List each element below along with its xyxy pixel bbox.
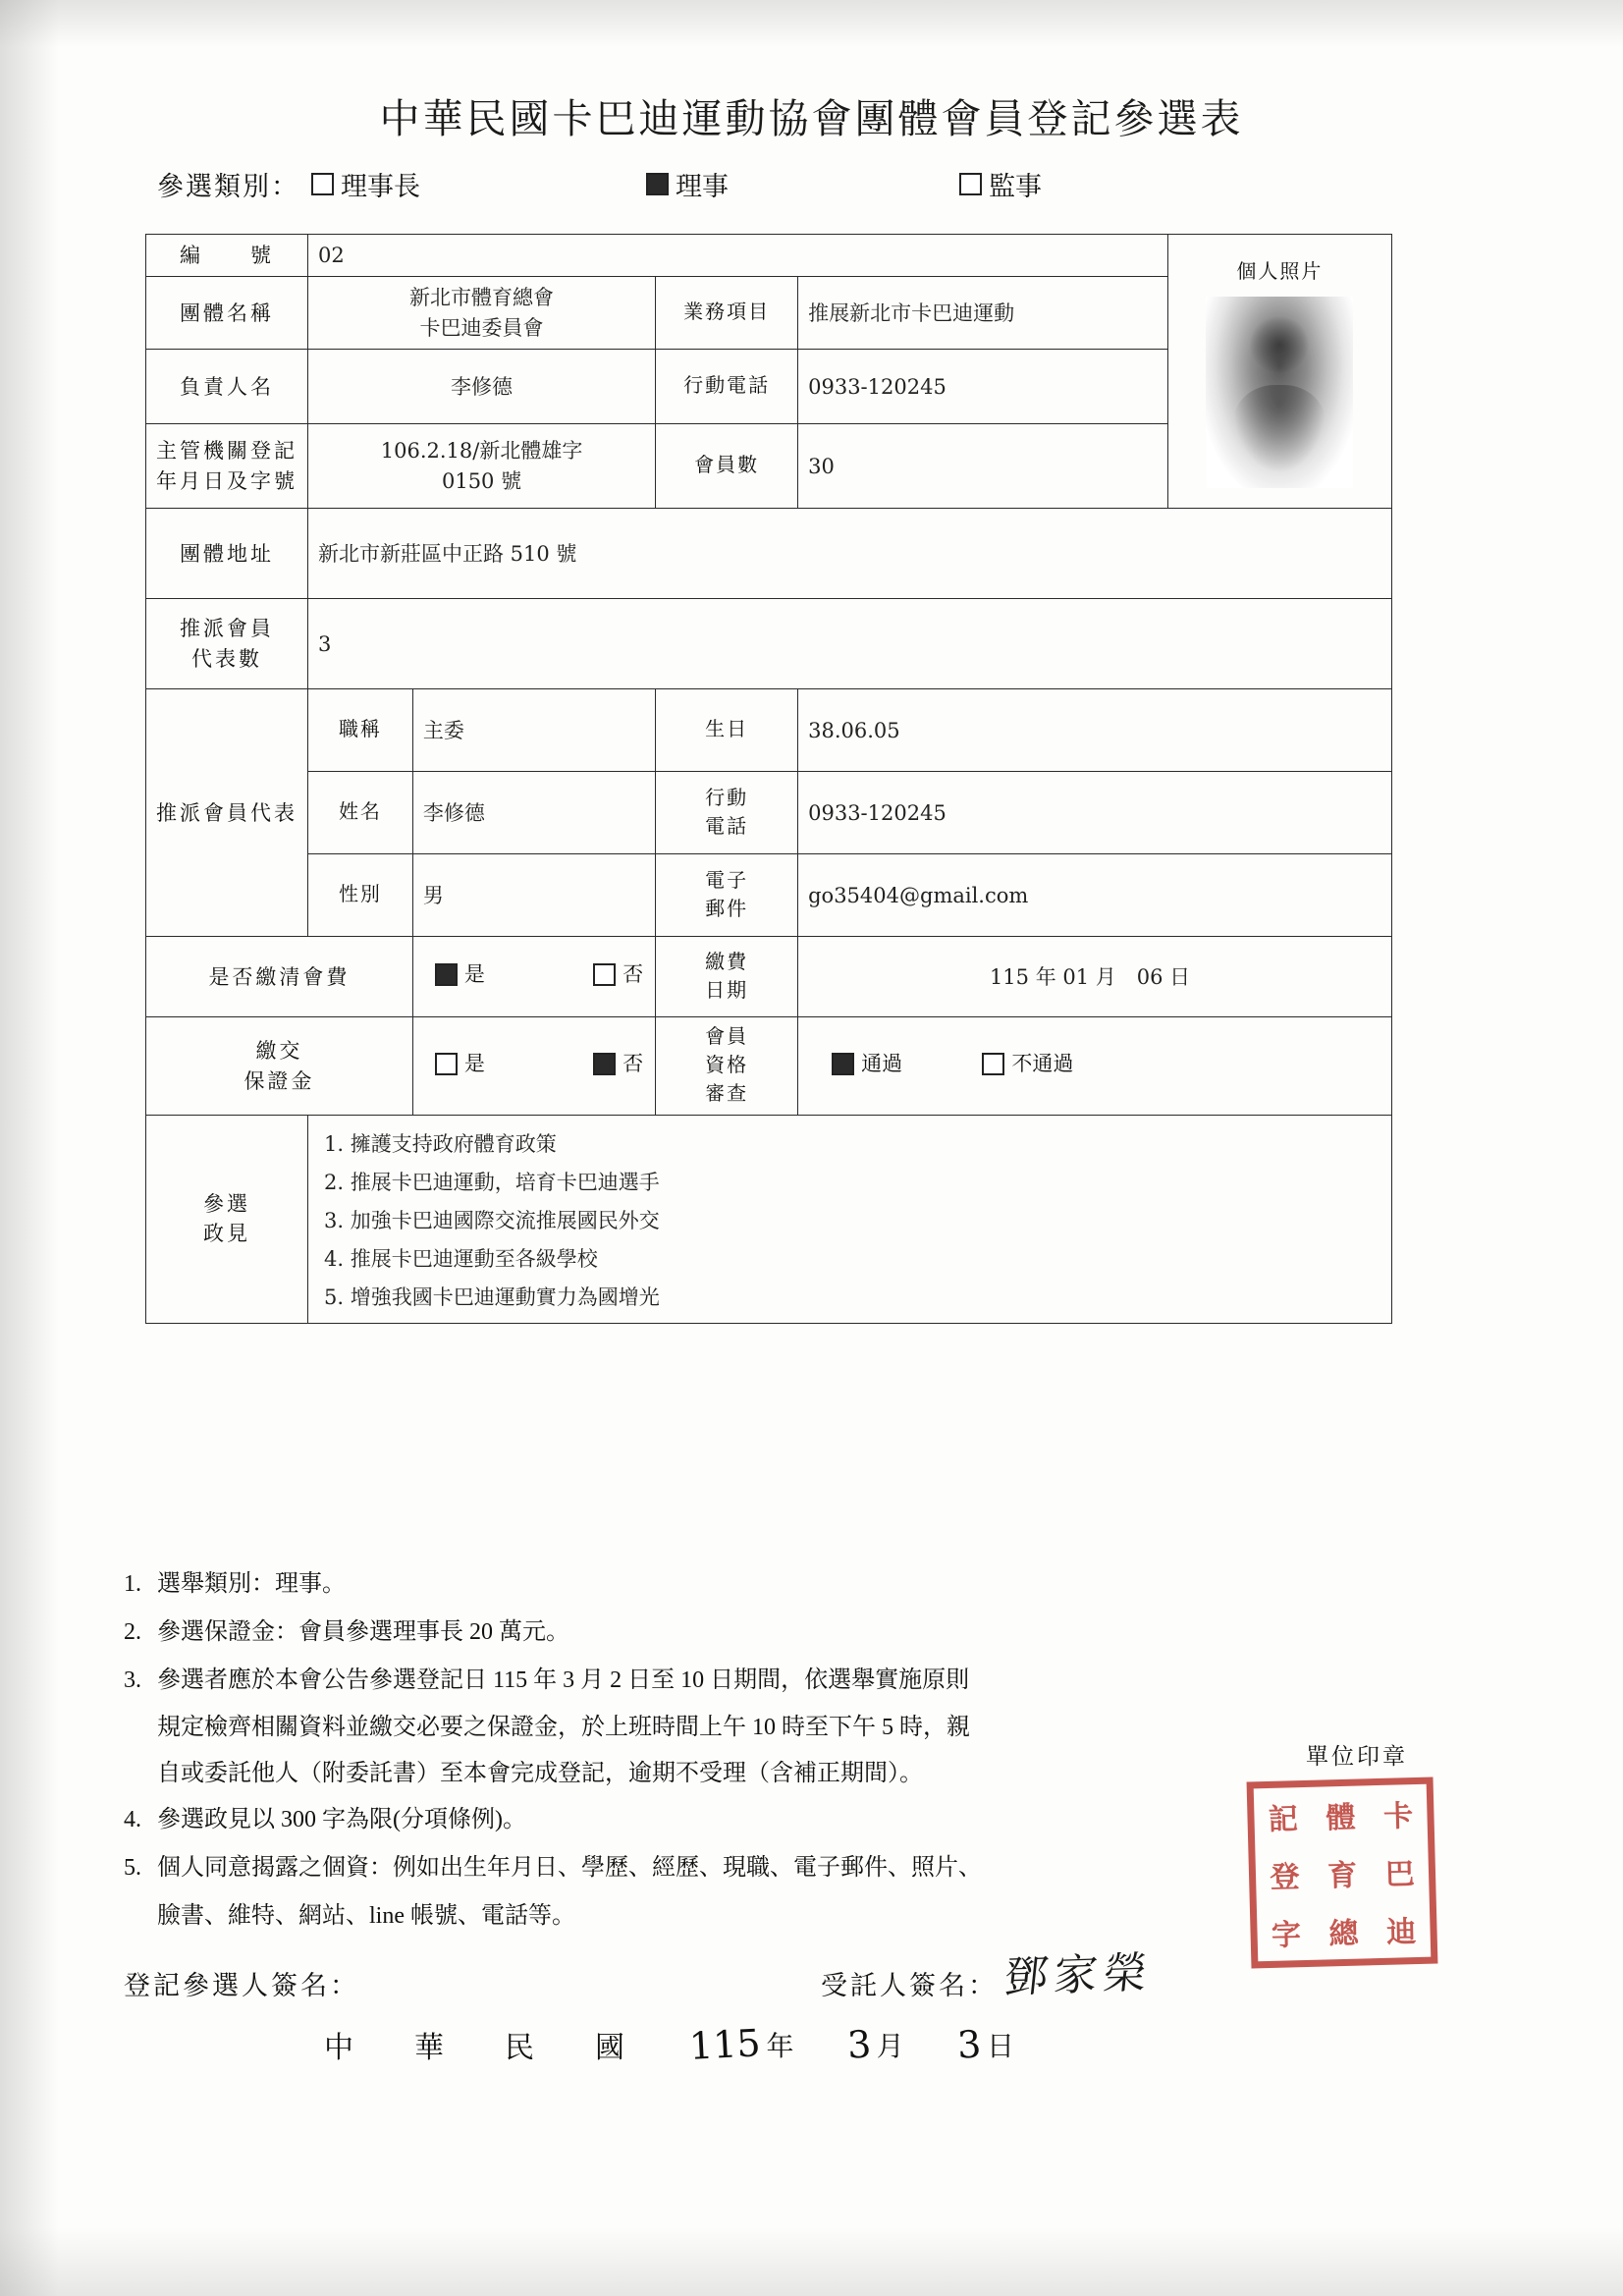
registration-label-line1: 主管機關登記 xyxy=(156,439,298,464)
fee-paid-label: 是否繳清會費 xyxy=(146,937,413,1017)
date-year-unit: 年 xyxy=(766,2032,794,2062)
date-day-unit: 日 xyxy=(986,2032,1014,2062)
policy-item: 1. 擁護支持政府體育政策 xyxy=(324,1132,557,1157)
seal-char: 育 xyxy=(1326,1858,1358,1894)
category-option-chairman[interactable] xyxy=(311,165,420,203)
rep-mobile-label-line1: 行動 xyxy=(705,787,749,809)
photo-label: 個人照片 xyxy=(1236,261,1324,284)
rep-title-value: 主委 xyxy=(412,689,655,772)
agent-signature-value: 鄧家榮 xyxy=(1001,1947,1156,2003)
rep-count-label-line2: 代表數 xyxy=(191,646,262,671)
category-option-supervisor-label: 監事 xyxy=(989,172,1042,201)
policy-label-line1: 參選 xyxy=(203,1191,250,1216)
notes-section xyxy=(124,1561,1420,1939)
note-item-5 xyxy=(124,1845,1420,1891)
scan-edge-shadow-top xyxy=(0,0,1623,47)
rep-gender-label: 性別 xyxy=(308,854,413,937)
policy-list xyxy=(318,1125,1381,1316)
date-day-value: 3 xyxy=(955,2022,983,2067)
date-year-value: 115 xyxy=(687,2021,762,2068)
date-month-value: 3 xyxy=(845,2022,872,2067)
review-options xyxy=(798,1017,1392,1116)
date-country-label: 中 華 民 國 xyxy=(324,2032,640,2064)
category-option-director[interactable] xyxy=(646,165,729,203)
checkbox-fee-paid-yes[interactable] xyxy=(435,963,458,986)
seal-char: 字 xyxy=(1271,1917,1302,1953)
registration-label xyxy=(146,424,308,509)
date-month-unit: 月 xyxy=(876,2032,904,2062)
table-row-serial xyxy=(146,235,1392,277)
fee-date-label-line2: 日期 xyxy=(705,979,749,1002)
rep-gender-value: 男 xyxy=(412,854,655,937)
policy-item: 2. 推展卡巴迪運動，培育卡巴迪選手 xyxy=(324,1171,660,1195)
note-text-continued: 規定檢齊相關資料並繳交必要之保證金，於上班時間上午 10 時至下午 5 時，親 xyxy=(157,1715,970,1741)
seal-char: 卡 xyxy=(1382,1799,1414,1835)
fee-paid-option-yes[interactable] xyxy=(435,959,485,989)
checkbox-fee-paid-no[interactable] xyxy=(593,963,616,986)
table-row-rep-count xyxy=(146,599,1392,689)
rep-mobile-label-line2: 電話 xyxy=(705,815,749,838)
member-count-label: 會員數 xyxy=(656,424,798,509)
checkbox-review-fail[interactable] xyxy=(982,1053,1004,1075)
fee-date-label-line1: 繳費 xyxy=(705,951,749,973)
business-value: 推展新北市卡巴迪運動 xyxy=(798,277,1168,350)
checkbox-deposit-no[interactable] xyxy=(593,1053,616,1075)
policy-item: 4. 推展卡巴迪運動至各級學校 xyxy=(324,1246,598,1271)
serial-label: 編 號 xyxy=(146,235,308,277)
note-number: 3. xyxy=(124,1667,141,1693)
birth-label: 生日 xyxy=(656,689,798,772)
table-row-fee-paid xyxy=(146,937,1392,1017)
note-text: 參選者應於本會公告參選登記日 115 年 3 月 2 日至 10 日期間，依選舉實施原則 xyxy=(157,1667,970,1693)
agent-signature-label: 受託人簽名： xyxy=(821,1971,998,2000)
fee-paid-option-no-label: 否 xyxy=(622,962,644,987)
note-text: 個人同意揭露之個資：例如出生年月日、學歷、經歷、現職、電子郵件、照片、 xyxy=(157,1854,982,1881)
review-label-line3: 審查 xyxy=(705,1083,749,1106)
category-option-director-label: 理事 xyxy=(676,172,729,201)
table-row-rep-gender xyxy=(146,854,1392,937)
rep-count-value: 3 xyxy=(308,599,1392,689)
registrant-signature-label: 登記參選人簽名： xyxy=(124,1971,359,2000)
rep-mobile-label xyxy=(656,772,798,854)
policy-item: 5. 增強我國卡巴迪運動實力為國增光 xyxy=(324,1285,660,1309)
review-option-fail[interactable] xyxy=(982,1049,1073,1078)
checkbox-supervisor[interactable] xyxy=(959,173,982,195)
registration-value-line2: 0150 號 xyxy=(441,468,522,493)
scan-edge-shadow-bottom xyxy=(0,2227,1623,2296)
business-label: 業務項目 xyxy=(656,277,798,350)
seal-char: 體 xyxy=(1325,1800,1356,1836)
signature-row xyxy=(124,1940,1439,2002)
checkbox-review-pass[interactable] xyxy=(832,1053,854,1075)
category-option-supervisor[interactable] xyxy=(959,165,1042,203)
policy-value xyxy=(308,1116,1392,1323)
note-item-2 xyxy=(124,1610,1420,1656)
table-row-deposit xyxy=(146,1017,1392,1116)
note-number: 2. xyxy=(124,1618,141,1645)
rep-mobile-value: 0933-120245 xyxy=(798,772,1392,854)
deposit-label xyxy=(146,1017,413,1116)
note-item-4 xyxy=(124,1797,1420,1843)
category-option-chairman-label: 理事長 xyxy=(341,172,420,201)
note-text: 選舉類別：理事。 xyxy=(157,1571,346,1597)
policy-label-line2: 政見 xyxy=(203,1222,250,1246)
election-category-row xyxy=(157,165,1335,203)
registration-value xyxy=(308,424,656,509)
page-title: 中華民國卡巴迪運動協會團體會員登記參選表 xyxy=(379,95,1244,142)
address-label: 團體地址 xyxy=(146,509,308,599)
rep-email-label-line1: 電子 xyxy=(705,869,749,892)
photo-cell xyxy=(1167,235,1391,509)
deposit-option-no-label: 否 xyxy=(622,1052,644,1076)
fee-date-label xyxy=(656,937,798,1017)
leader-value: 李修德 xyxy=(308,350,656,424)
deposit-option-yes-label: 是 xyxy=(463,1052,485,1076)
fee-paid-option-yes-label: 是 xyxy=(463,962,485,987)
deposit-options xyxy=(412,1017,655,1116)
rep-email-label-line2: 郵件 xyxy=(705,898,749,920)
seal-char: 巴 xyxy=(1384,1857,1416,1892)
registration-value-line1: 106.2.18/新北體雄字 xyxy=(380,439,583,464)
fee-date-value: 115 年 01 月 06 日 xyxy=(798,937,1392,1017)
note-text: 參選保證金：會員參選理事長 20 萬元。 xyxy=(157,1618,569,1645)
deposit-label-line2: 保證金 xyxy=(243,1068,315,1093)
note-text: 參選政見以 300 字為限(分項條例)。 xyxy=(157,1806,526,1832)
review-label-line2: 資格 xyxy=(705,1055,749,1077)
registration-label-line2: 年月日及字號 xyxy=(156,468,298,493)
checkbox-director[interactable] xyxy=(646,173,669,195)
seal-char: 迪 xyxy=(1385,1914,1417,1950)
policy-label xyxy=(146,1116,308,1323)
note-item-3 xyxy=(124,1658,1420,1704)
org-name-value xyxy=(308,277,656,350)
rep-name-value: 李修德 xyxy=(412,772,655,854)
note-number: 1. xyxy=(124,1571,141,1597)
agent-signature-group xyxy=(821,1940,1156,2003)
deposit-option-yes[interactable] xyxy=(435,1049,485,1078)
leader-label: 負責人名 xyxy=(146,350,308,424)
stamp-label: 單位印章 xyxy=(1306,1744,1408,1769)
seal-char: 登 xyxy=(1269,1860,1300,1895)
org-name-value-line2: 卡巴迪委員會 xyxy=(419,315,544,340)
table-row-address xyxy=(146,509,1392,599)
mobile-label: 行動電話 xyxy=(656,350,798,424)
fee-paid-options xyxy=(412,937,655,1017)
mobile-value: 0933-120245 xyxy=(798,350,1168,424)
note-text-continued: 臉書、維特、網站、line 帳號、電話等。 xyxy=(157,1902,575,1929)
fee-paid-option-no[interactable] xyxy=(593,959,643,989)
rep-block-label: 推派會員代表 xyxy=(146,689,308,937)
registration-form-table xyxy=(145,234,1392,1324)
seal-char: 記 xyxy=(1268,1802,1299,1838)
election-category-label: 參選類別： xyxy=(157,172,299,201)
rep-title-label: 職稱 xyxy=(308,689,413,772)
review-label-line1: 會員 xyxy=(705,1026,749,1049)
note-text-continued: 自或委託他人（附委託書）至本會完成登記，逾期不受理（含補正期間）。 xyxy=(157,1761,923,1787)
address-value: 新北市新莊區中正路 510 號 xyxy=(308,509,1392,599)
checkbox-chairman[interactable] xyxy=(311,173,334,195)
table-row-rep-title xyxy=(146,689,1392,772)
table-row-policy xyxy=(146,1116,1392,1323)
review-label xyxy=(656,1017,798,1116)
date-row xyxy=(324,2023,1404,2066)
avatar xyxy=(1206,297,1353,488)
checkbox-deposit-yes[interactable] xyxy=(435,1053,458,1075)
member-count-value: 30 xyxy=(798,424,1168,509)
rep-count-label xyxy=(146,599,308,689)
table-row-rep-name xyxy=(146,772,1392,854)
policy-item: 3. 加強卡巴迪國際交流推展國民外交 xyxy=(324,1209,660,1232)
rep-count-label-line1: 推派會員 xyxy=(180,617,274,641)
org-name-value-line1: 新北市體育總會 xyxy=(409,286,555,310)
deposit-option-no[interactable] xyxy=(593,1049,643,1078)
rep-email-value: go35404@gmail.com xyxy=(798,854,1392,937)
note-number: 5. xyxy=(124,1854,141,1881)
birth-value: 38.06.05 xyxy=(798,689,1392,772)
review-option-pass[interactable] xyxy=(832,1049,902,1078)
note-number: 4. xyxy=(124,1806,141,1832)
note-item-1 xyxy=(124,1561,1420,1608)
review-option-fail-label: 不通過 xyxy=(1011,1052,1074,1076)
rep-name-label: 姓名 xyxy=(308,772,413,854)
rep-email-label xyxy=(656,854,798,937)
serial-value: 02 xyxy=(308,235,1168,277)
review-option-pass-label: 通過 xyxy=(861,1052,903,1076)
scan-edge-shadow-left xyxy=(0,0,59,2296)
deposit-label-line1: 繳交 xyxy=(255,1039,303,1064)
org-name-label: 團體名稱 xyxy=(146,277,308,350)
seal-char: 總 xyxy=(1328,1916,1360,1952)
